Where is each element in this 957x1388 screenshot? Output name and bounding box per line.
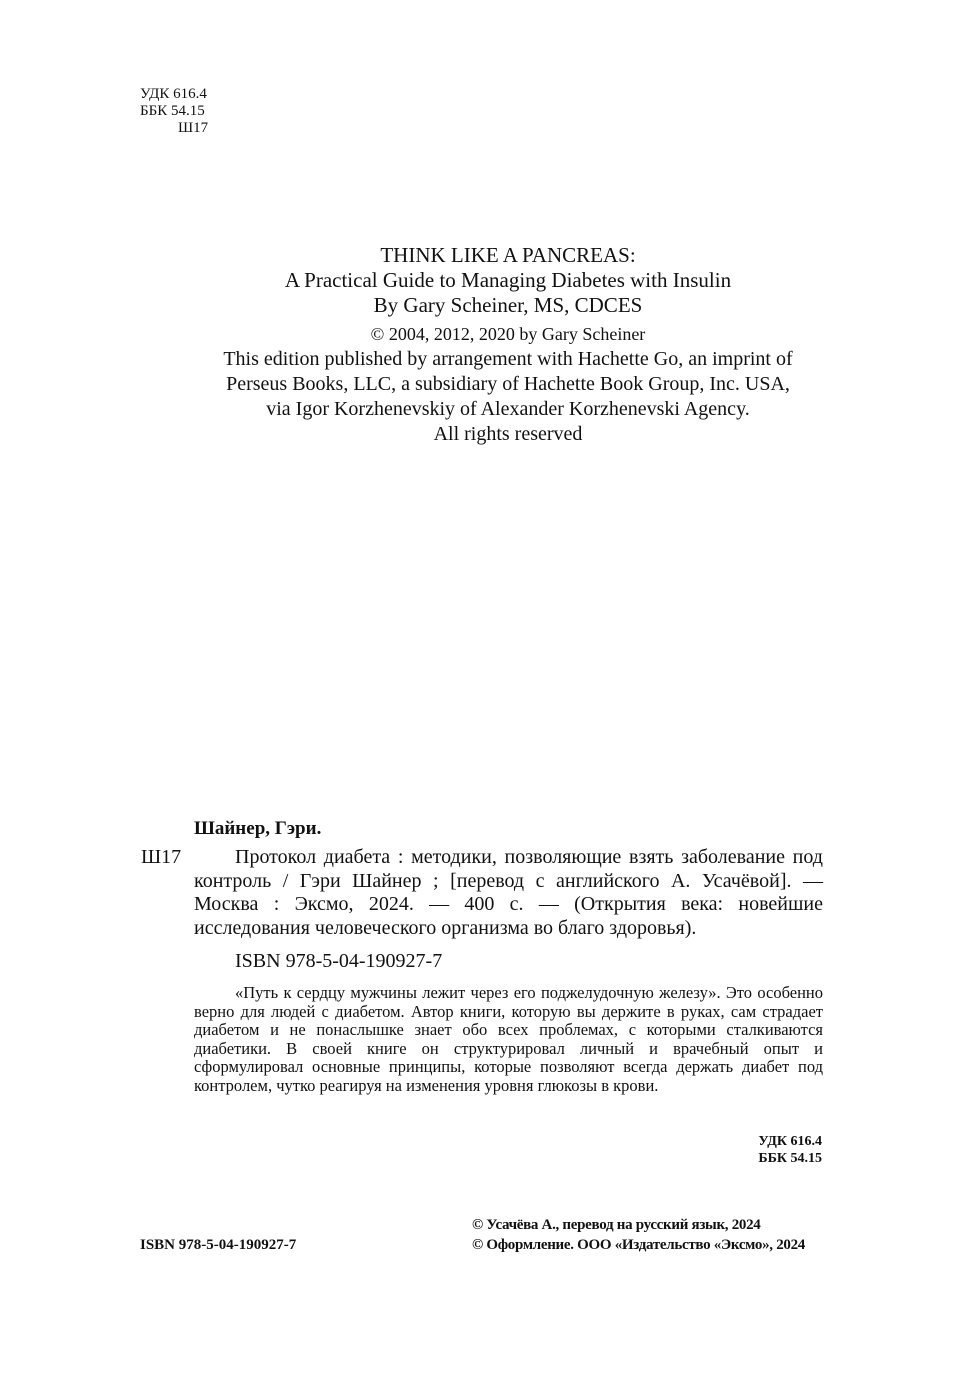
catalog-isbn: ISBN 978-5-04-190927-7	[235, 950, 443, 972]
udk-code: УДК 616.4	[140, 86, 207, 102]
original-byline: By Gary Scheiner, MS, CDCES	[373, 293, 643, 317]
arrangement-line: via Igor Korzhenevskiy of Alexander Korzhenevski Agency.	[266, 398, 750, 420]
catalog-author-code: Ш17	[141, 846, 182, 868]
footer-copyrights	[472, 1215, 805, 1255]
original-title: THINK LIKE A PANCREAS:	[380, 243, 636, 267]
original-copyright: © 2004, 2012, 2020 by Gary Scheiner	[370, 324, 646, 344]
original-subtitle: A Practical Guide to Managing Diabetes with Insulin	[284, 268, 732, 292]
arrangement-line: Perseus Books, LLC, a subsidiary of Hachette Book Group, Inc. USA,	[226, 373, 790, 395]
copyright-design: © Оформление. ООО «Издательство «Эксмо», 2024	[472, 1237, 805, 1253]
footer-udk-code: УДК 616.4	[758, 1134, 822, 1149]
footer-bbk-code: ББК 54.15	[758, 1151, 822, 1166]
original-edition-block	[150, 243, 866, 447]
catalog-description: Протокол диабета : методики, позволяющие взять заболевание под контроль / Гэри Шайнер ; [перевод с английского А. Усачёвой]. — Москва : Эксмо, 2024. — 400 с. — (Открытия века: новейшие исследования человеческого организма во благо здоровья).	[194, 846, 823, 939]
catalog-annotation: «Путь к сердцу мужчины лежит через его поджелудочную железу». Это особенно верно для людей с диабетом. Автор книги, которую вы держите в руках, сам страдает диабетом и не понаслышке знает обо всех проблемах, с которыми сталкиваются диабетики. В своей книге он структурировал личный и врачебный опыт и сформулировал основные принципы, которые позволяют всегда держать диабет под контролем, чутко реагируя на изменения уровня глюкозы в крови.	[194, 983, 823, 1095]
arrangement-line: This edition published by arrangement with Hachette Go, an imprint of	[223, 348, 793, 370]
classification-codes-top	[140, 86, 208, 137]
classification-codes-bottom	[758, 1133, 822, 1167]
copyright-translation: © Усачёва А., перевод на русский язык, 2024	[472, 1217, 761, 1233]
bbk-code: ББК 54.15	[140, 103, 205, 119]
footer-isbn: ISBN 978-5-04-190927-7	[140, 1237, 297, 1253]
author-code: Ш17	[178, 120, 209, 136]
catalog-author-heading: Шайнер, Гэри.	[194, 818, 322, 839]
rights-reserved: All rights reserved	[433, 423, 583, 445]
